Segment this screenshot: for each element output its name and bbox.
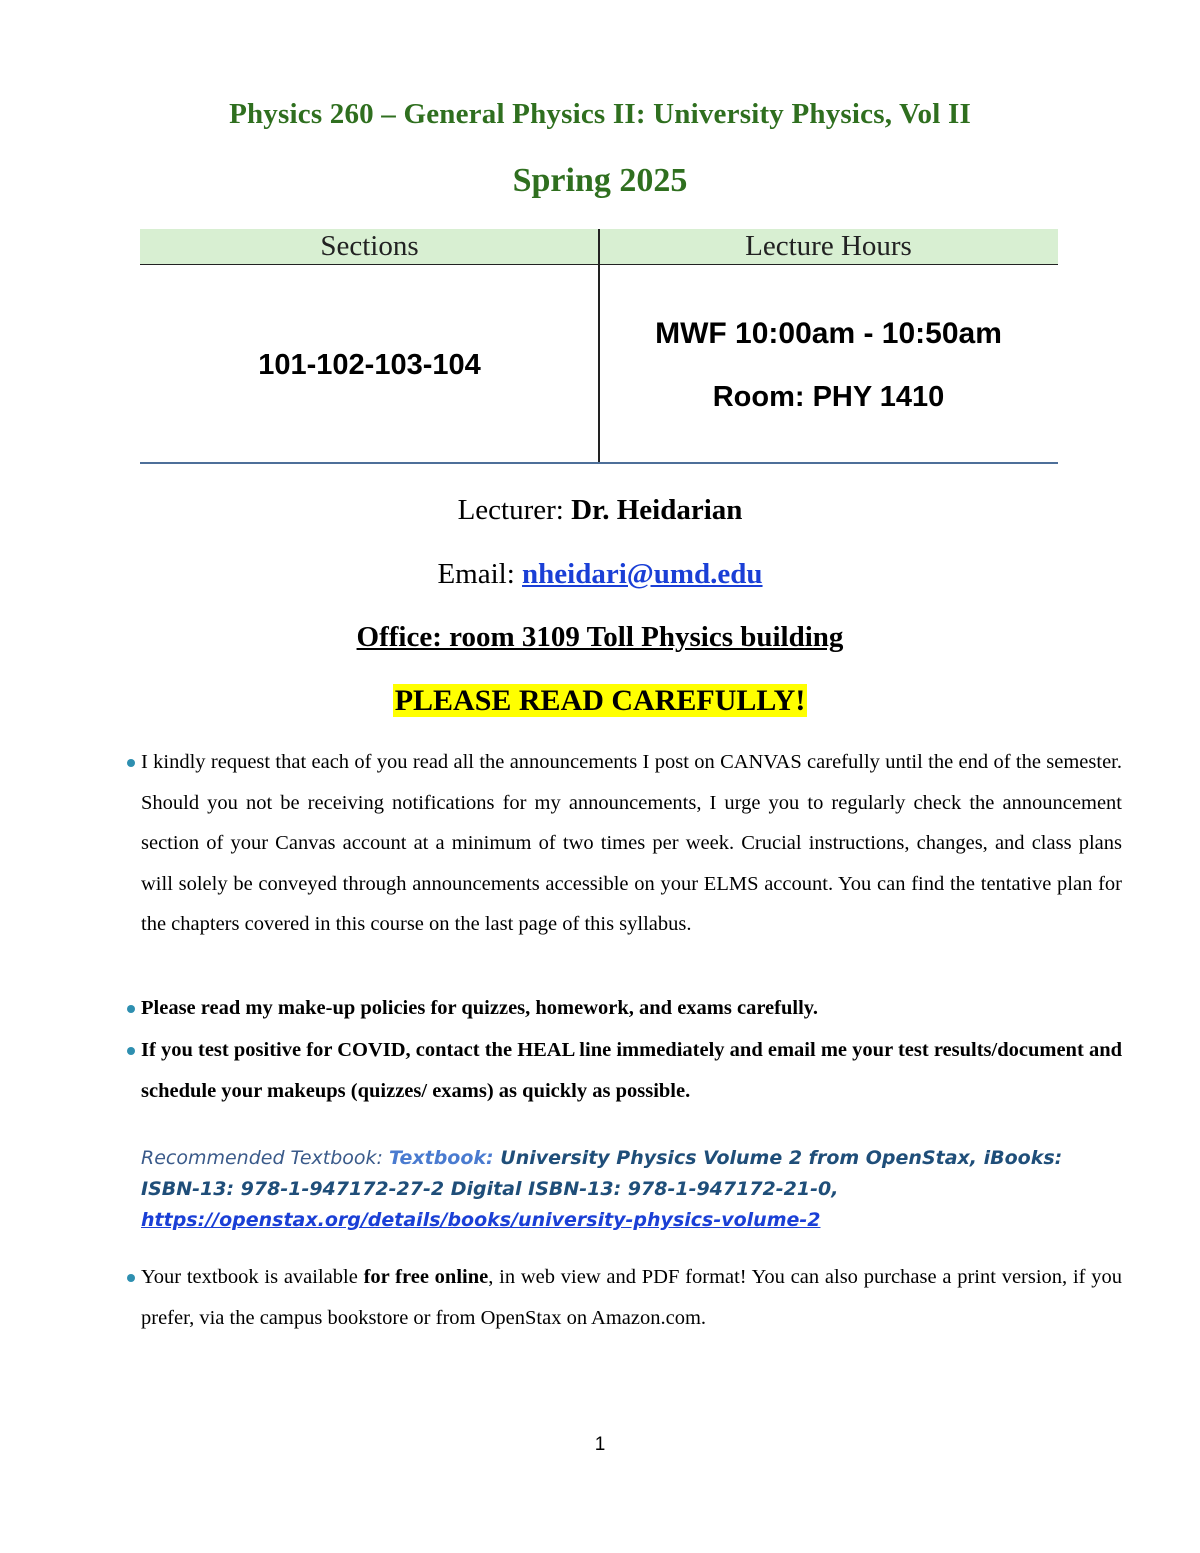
lecture-hours-value: MWF 10:00am - 10:50am [655, 317, 1002, 350]
lecturer-line [0, 494, 1200, 527]
bullet-makeup [120, 988, 1122, 1029]
bullet-dot-icon [127, 759, 135, 767]
course-title: Physics 260 – General Physics II: University Physics, Vol II [229, 98, 971, 130]
bullet-dot-icon [127, 1005, 135, 1013]
sections-header: Sections [320, 230, 419, 262]
bullet-text: I kindly request that each of you read all the announcements I post on CANVAS carefully until the end of the semester. Should you not be receiving notifications for my announcements, I urge you to regularly check the announcement section of your Canvas account at a minimum of two times per week. Crucial instructions, changes, and class plans will solely be conveyed through announcements accessible on your ELMS account. You can find the tentative plan for the chapters covered in this course on the last page of this syllabus. [141, 751, 1122, 935]
bullet-text: If you test positive for COVID, contact the HEAL line immediately and email me your test results/document and schedule your makeups (quizzes/ exams) as quickly as possible. [141, 1039, 1122, 1102]
email-link[interactable]: nheidari@umd.edu [522, 558, 763, 590]
bullet-text-pre: Your textbook is available [141, 1266, 364, 1288]
recommended-textbook [141, 1143, 1101, 1236]
bullet-text: Please read my make-up policies for quizzes, homework, and exams carefully. [141, 997, 819, 1019]
room-value: Room: PHY 1410 [712, 381, 945, 413]
bullet-text-post: , in web view and PDF format! You can also purchase a print version, if you prefer, via the campus bookstore or from OpenStax on Amazon.com. [141, 1266, 1122, 1329]
textbook-title: University Physics Volume 2 from OpenStax, iBooks: [493, 1147, 1063, 1169]
textbook-link[interactable]: https://openstax.org/details/books/university-physics-volume-2 [141, 1209, 821, 1231]
textbook-isbn: ISBN-13: 978-1-947172-27-2 Digital ISBN-13: 978-1-947172-21-0, [141, 1178, 839, 1200]
textbook-label-bold: Textbook: [388, 1147, 494, 1169]
bullet-free-textbook [120, 1257, 1122, 1338]
bullet-dot-icon [127, 1047, 135, 1055]
sections-value: 101-102-103-104 [258, 349, 481, 381]
schedule-table [140, 229, 1058, 464]
email-label: Email: [437, 558, 523, 590]
lecturer-name: Dr. Heidarian [571, 494, 743, 526]
textbook-label: Recommended Textbook: [141, 1147, 389, 1169]
bullet-text-bold: for free online [363, 1266, 489, 1288]
bullet-dot-icon [127, 1274, 135, 1282]
office-line: Office: room 3109 Toll Physics building [356, 621, 844, 653]
term-heading: Spring 2025 [512, 162, 688, 199]
notice-line [0, 684, 1200, 718]
table-bottom-border [140, 462, 1058, 464]
email-line [0, 558, 1200, 591]
lecture-hours-header: Lecture Hours [745, 230, 912, 262]
bullet-announcements [120, 742, 1122, 945]
bullet-covid [120, 1030, 1122, 1111]
page-number: 1 [594, 1434, 606, 1455]
notice-highlight: PLEASE READ CAREFULLY! [394, 684, 806, 717]
lecturer-label: Lecturer: [457, 494, 572, 526]
